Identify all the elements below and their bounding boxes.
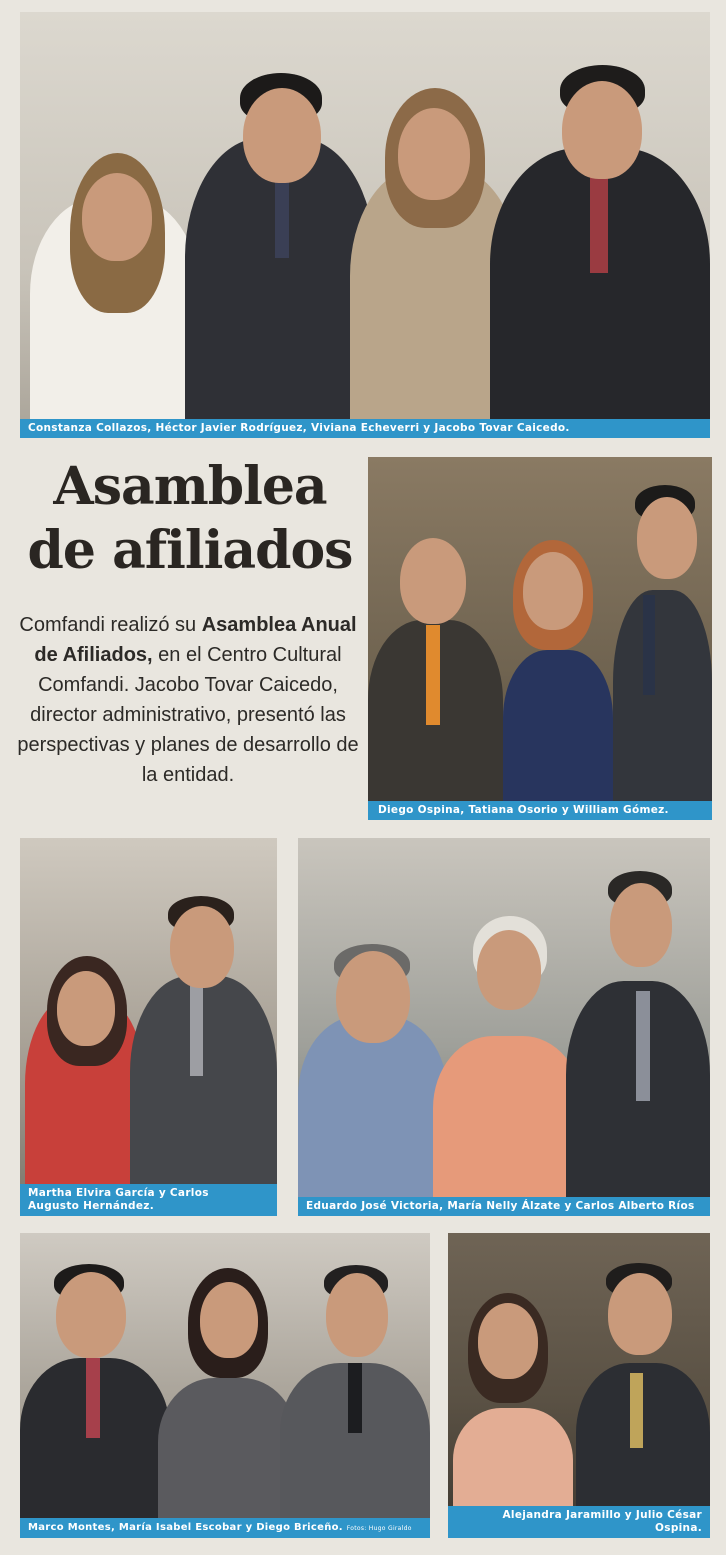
photo-caption: Diego Ospina, Tatiana Osorio y William Gómez. (368, 801, 712, 820)
intro-text: Comfandi realizó su (19, 614, 202, 636)
intro-bold-text: Asamblea Anual de Afiliados, (34, 614, 357, 666)
person-figure (20, 98, 210, 438)
person-figure (130, 876, 277, 1216)
photo-caption: Eduardo José Victoria, María Nelly Álzate y Carlos Alberto Ríos (298, 1197, 710, 1216)
photo-group-3 (20, 838, 277, 1216)
caption-text: Marco Montes, María Isabel Escobar y Diego Briceño. (28, 1522, 343, 1533)
person-figure (490, 43, 710, 438)
person-figure (433, 916, 583, 1216)
headline-line-2: de afiliados (27, 520, 353, 581)
person-figure (566, 871, 710, 1216)
person-figure (368, 530, 503, 820)
photo-credit: Fotos: Hugo Giraldo (346, 1525, 412, 1532)
caption-line-2: Augusto Hernández. (28, 1200, 154, 1212)
photo-group-2 (368, 457, 712, 820)
person-figure (576, 1263, 710, 1538)
article-intro (16, 610, 360, 790)
person-figure (20, 1248, 170, 1538)
person-figure (298, 896, 448, 1216)
photo-caption (20, 1184, 277, 1216)
photo-group-6 (448, 1233, 710, 1538)
article-headline (20, 455, 360, 583)
person-figure (25, 906, 145, 1216)
photo-group-5 (20, 1233, 430, 1538)
photo-caption: Constanza Collazos, Héctor Javier Rodríguez, Viviana Echeverri y Jacobo Tovar Caicedo. (20, 419, 710, 438)
person-figure (185, 48, 375, 438)
person-figure (493, 540, 623, 820)
photo-group-4 (298, 838, 710, 1216)
person-figure (280, 1253, 430, 1538)
person-figure (158, 1268, 298, 1538)
caption-line-1: Martha Elvira García y Carlos (28, 1187, 209, 1199)
intro-text-continued: en el Centro Cultural Comfandi. Jacobo Tovar Caicedo, director administrativo, presentó las perspectivas y planes de desarrollo de la entidad. (17, 644, 359, 786)
headline-line-1: Asamblea (53, 456, 327, 517)
photo-caption: Alejandra Jaramillo y Julio César Ospina. (448, 1506, 710, 1538)
photo-group-1 (20, 12, 710, 438)
person-figure (448, 1293, 578, 1538)
photo-caption (20, 1518, 430, 1538)
person-figure (613, 485, 712, 820)
